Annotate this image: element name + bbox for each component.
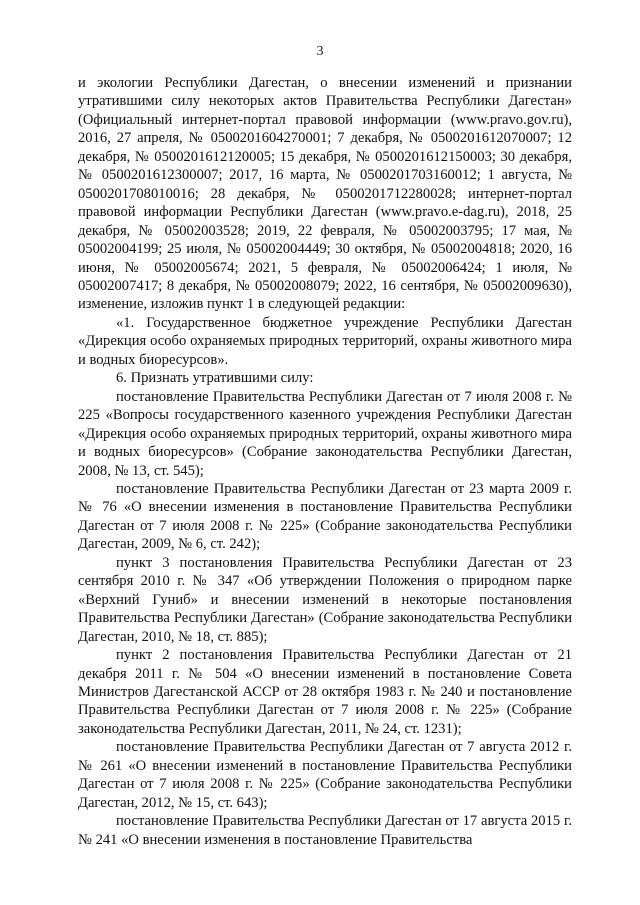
document-body (78, 74, 572, 849)
paragraph-item-6-heading: 6. Признать утратившими силу: (116, 370, 314, 387)
paragraph-repealed-act-2011: пункт 2 постановления Правительства Республики Дагестан от 21 декабря 2011 г. № 504 «О внесении изменений в постановление Совета Министров Дагестанской АССР от 28 октября 1983 г. № 240 и постановление Правительства Республики Дагестан от 7 июля 2008 г. № 225» (Собрание законодательства Республики Дагестан, 2011, № 24, ст. 1231); (78, 647, 572, 737)
paragraph-repealed-act-2009: постановление Правительства Республики Дагестан от 23 марта 2009 г. № 76 «О внесении изменения в постановление Правительства Республики Дагестан от 7 июля 2008 г. № 225» (Собрание законодательства Республики Дагестан, 2009, № 6, ст. 242); (78, 480, 572, 553)
paragraph-new-wording: «1. Государственное бюджетное учреждение Республики Дагестан «Дирекция особо охраняемых природных территорий, охраны животного мира и водных биоресурсов». (78, 314, 572, 368)
paragraph-repealed-act-2015: постановление Правительства Республики Дагестан от 17 августа 2015 г. № 241 «О внесении изменения в постановление Правительства (78, 813, 572, 848)
paragraph-continuation: и экологии Республики Дагестан, о внесении изменений и признании утратившими силу некоторых актов Правительства Республики Дагестан» (Официальный интернет-портал правовой информации (www.pravo.gov.ru), 2016, 27 апреля, № 0500201604270001; 7 декабря, № 0500201612070007; 12 декабря, № 0500201612120005; 15 декабря, № 0500201612150003; 30 декабря, № 0500201612300007; 2017, 16 марта, № 0500201703160012; 1 августа, № 0500201708010016; 28 декабря, № 0500201712280028; интернет-портал правовой информации Республики Дагестан (www.pravo.e-dag.ru), 2018, 25 декабря, № 05002003528; 2019, 22 февраля, № 05002003795; 17 мая, № 05002004199; 25 июля, № 05002004449; 30 октября, № 05002004818; 2020, 16 июня, № 05002005674; 2021, 5 февраля, № 05002006424; 1 июля, № 05002007417; 8 декабря, № 05002008079; 2022, 16 сентября, № 05002009630), изменение, изложив пункт 1 в следующей редакции: (78, 75, 572, 313)
page-number: 3 (316, 44, 324, 59)
paragraph-repealed-act-2012: постановление Правительства Республики Дагестан от 7 августа 2012 г. № 261 «О внесении изменений в постановление Правительства Республики Дагестан от 7 июля 2008 г. № 225» (Собрание законодательства Республики Дагестан, 2012, № 15, ст. 643); (78, 739, 572, 811)
paragraph-repealed-act-2010: пункт 3 постановления Правительства Республики Дагестан от 23 сентября 2010 г. № 347 «Об утверждении Положения о природном парке «Верхний Гуниб» и внесении изменений в некоторые постановления Правительства Республики Дагестан» (Собрание законодательства Республики Дагестан, 2010, № 18, ст. 885); (78, 554, 572, 645)
paragraph-repealed-act-2008: постановление Правительства Республики Дагестан от 7 июля 2008 г. № 225 «Вопросы государственного казенного учреждения Республики Дагестан «Дирекция особо охраняемых природных территорий, охраны животного мира и водных биоресурсов» (Собрание законодательства Республики Дагестан, 2008, № 13, ст. 545); (78, 388, 572, 479)
